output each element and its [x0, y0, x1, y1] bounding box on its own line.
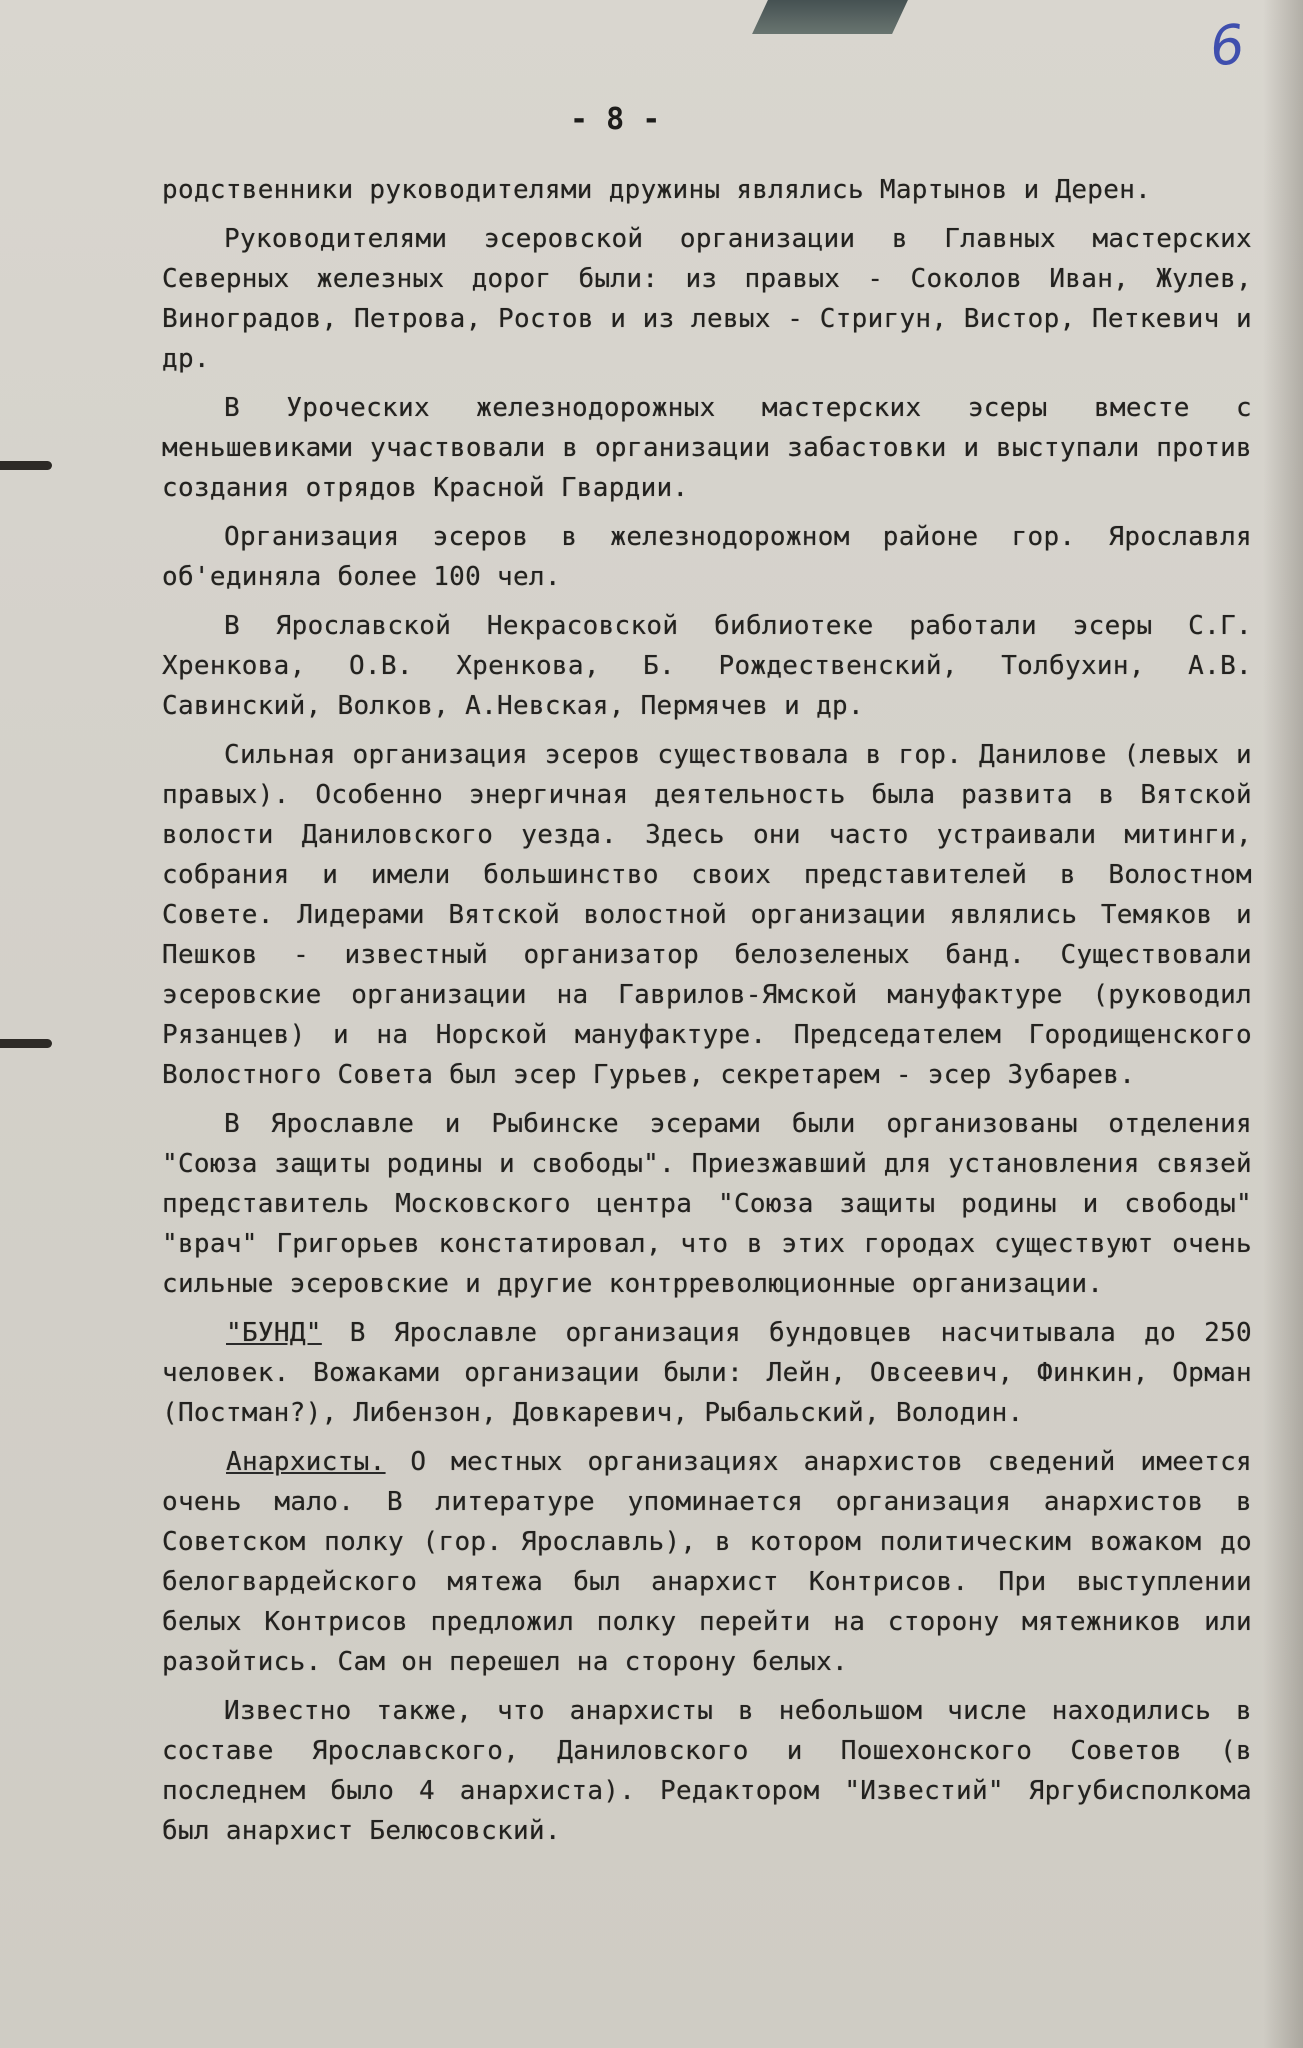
- binding-hole-upper: [0, 461, 52, 470]
- paragraph-closing: Известно также, что анархисты в небольшом числе находились в составе Ярославского, Даниловского и Пошехонского Советов (в последнем было 4 анархиста). Редактором "Известий" Яргубисполкома был анархист Белюсовский.: [162, 1696, 1252, 1846]
- binder-clip: [752, 0, 908, 34]
- page-edge-shadow: [1263, 0, 1303, 2048]
- bund-heading: "БУНД": [226, 1318, 322, 1348]
- typewritten-text: [162, 170, 1252, 1860]
- paragraph-1: родственники руководителями дружины являлись Мартынов и Дерен.: [162, 175, 1152, 205]
- paragraph-4: Организация эсеров в железнодорожном районе гор. Ярославля об'единяла более 100 чел.: [162, 522, 1252, 592]
- paragraph-7: В Ярославле и Рыбинске эсерами были организованы отделения "Союза защиты родины и свободы". Приезжавший для установления связей представитель Московского центра "Союза защиты родины и свободы" "врач" Григорьев констатировал, что в этих городах существуют очень сильные эсеровские и другие контрреволюционные организации.: [162, 1109, 1252, 1299]
- anarchists-text: О местных организациях анархистов сведений имеется очень мало. В литературе упоминается организация анархистов в Советском полку (гор. Ярославль), в котором политическим вожаком до белогвардейского мятежа был анархист Контрисов. При выступлении белых Контрисов предложил полку перейти на сторону мятежников или разойтись. Сам он перешел на сторону белых.: [162, 1447, 1252, 1677]
- page-number: - 8 -: [570, 102, 661, 137]
- paragraph-2: Руководителями эсеровской организации в Главных мастерских Северных железных дорог были: из правых - Соколов Иван, Жулев, Виноградов, Петрова, Ростов и из левых - Стригун, Вистор, Петкевич и др.: [162, 224, 1252, 374]
- binding-hole-lower: [0, 1039, 52, 1048]
- paragraph-5: В Ярославской Некрасовской библиотеке работали эсеры С.Г. Хренкова, О.В. Хренкова, Б. Рождественский, Толбухин, А.В. Савинский, Волков, А.Невская, Пермячев и др.: [162, 611, 1252, 721]
- paragraph-bund: [162, 1313, 1252, 1433]
- paragraph-6: Сильная организация эсеров существовала в гор. Данилове (левых и правых). Особенно энергичная деятельность была развита в Вятской волости Даниловского уезда. Здесь они часто устраивали митинги, собрания и имели большинство своих представителей в Волостном Совете. Лидерами Вятской волостной организации являлись Темяков и Пешков - известный организатор белозеленых банд. Существовали эсеровские организации на Гаврилов-Ямской мануфактуре (руководил Рязанцев) и на Норской мануфактуре. Председателем Городищенского Волостного Совета был эсер Гурьев, секретарем - эсер Зубарев.: [162, 740, 1252, 1090]
- paragraph-3: В Уроческих железнодорожных мастерских эсеры вместе с меньшевиками участвовали в организации забастовки и выступали против создания отрядов Красной Гвардии.: [162, 393, 1252, 503]
- bund-text: В Ярославле организация бундовцев насчитывала до 250 человек. Вожаками организации были: Лейн, Овсеевич, Финкин, Орман (Постман?), Либензон, Довкаревич, Рыбальский, Володин.: [162, 1318, 1252, 1428]
- anarchists-heading: Анархисты.: [226, 1447, 386, 1477]
- paragraph-anarchists: [162, 1442, 1252, 1682]
- folio-number: 6: [1206, 12, 1248, 79]
